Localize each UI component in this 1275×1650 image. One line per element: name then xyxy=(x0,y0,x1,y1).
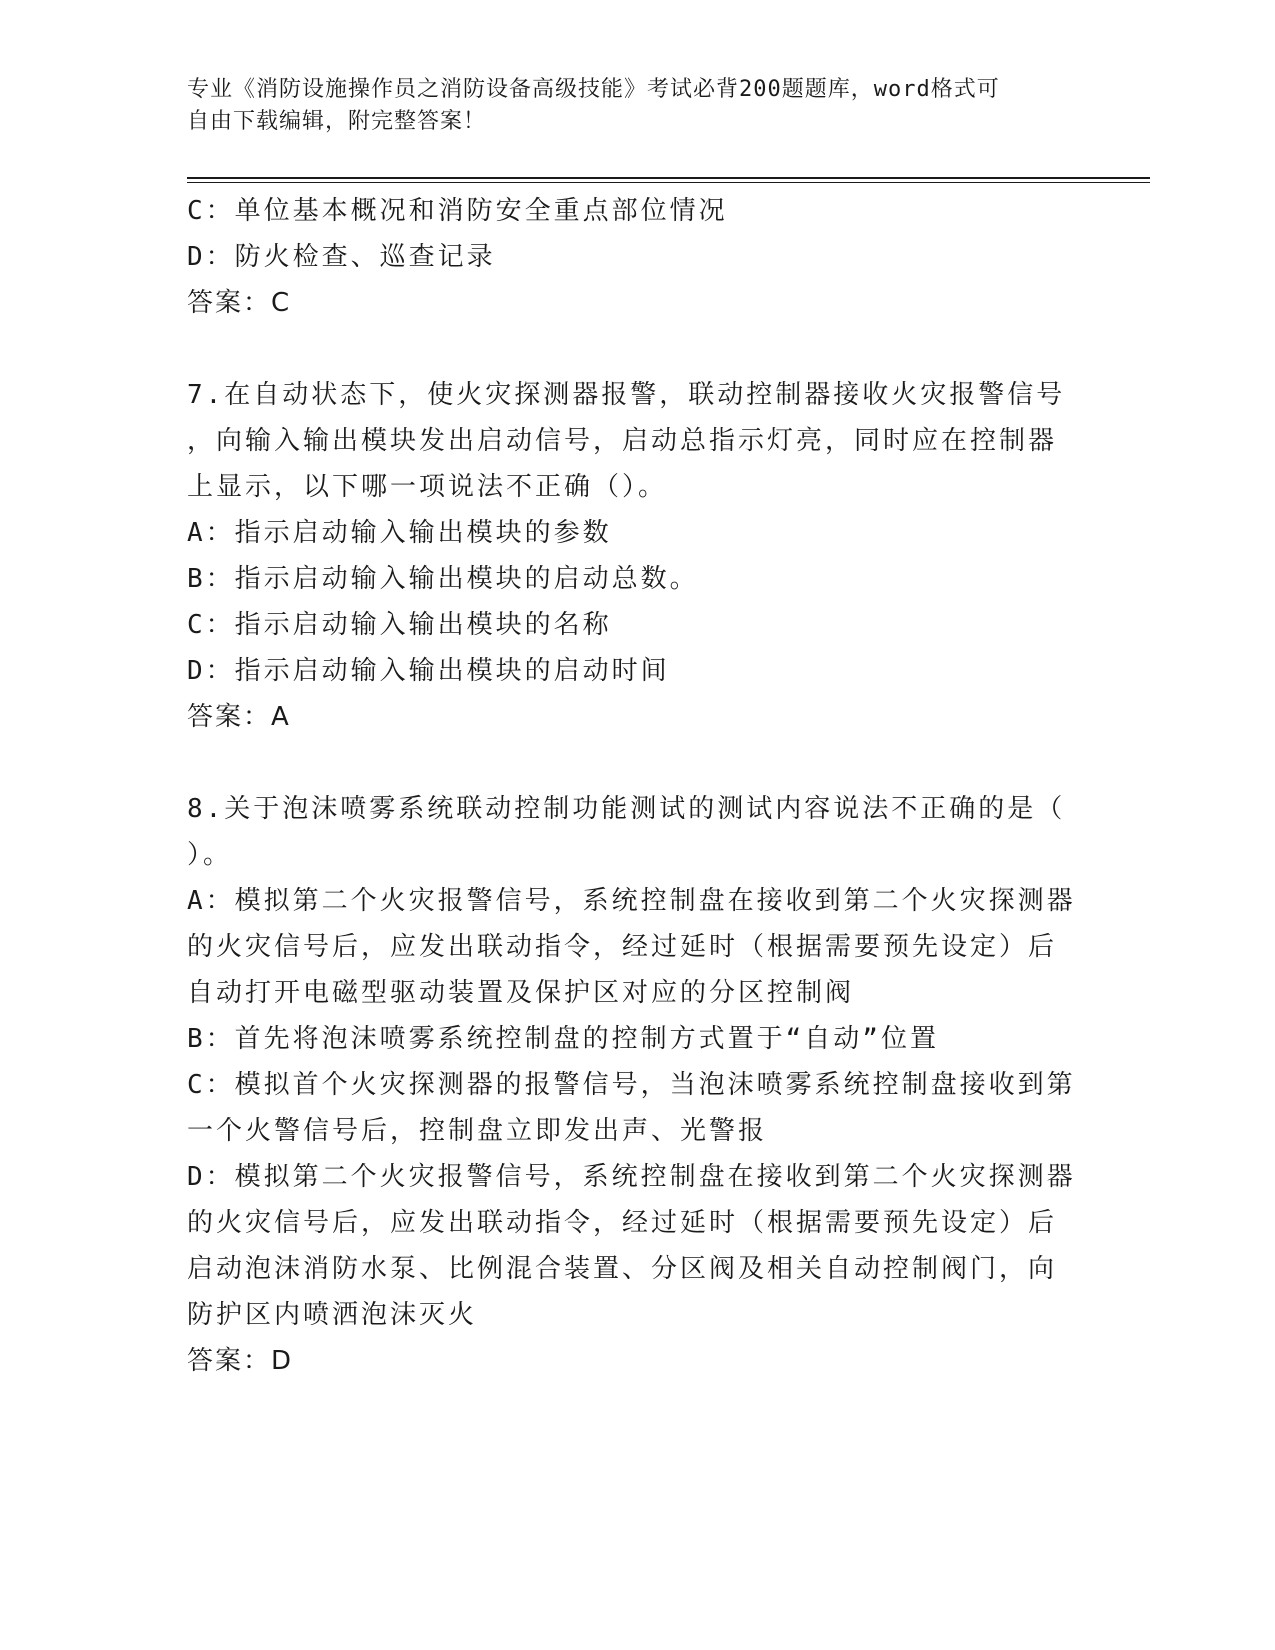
option-a: A：模拟第二个火灾报警信号，系统控制盘在接收到第二个火灾探测器 xyxy=(187,886,1076,916)
option-a: 自动打开电磁型驱动装置及保护区对应的分区控制阀 xyxy=(187,978,855,1008)
option-a: A：指示启动输入输出模块的参数 xyxy=(187,518,612,548)
question-8-block xyxy=(187,786,1087,1384)
spacer xyxy=(187,326,1087,372)
option-c: C：模拟首个火灾探测器的报警信号，当泡沫喷雾系统控制盘接收到第 xyxy=(187,1070,1076,1100)
document-body xyxy=(187,188,1087,1384)
question-stem: 7.在自动状态下，使火灾探测器报警，联动控制器接收火灾报警信号 xyxy=(187,380,1066,410)
option-a: 的火灾信号后，应发出联动指令，经过延时（根据需要预先设定）后 xyxy=(187,932,1058,962)
question-6-block xyxy=(187,188,1087,326)
document-header xyxy=(187,74,1087,138)
option-d: D：指示启动输入输出模块的启动时间 xyxy=(187,656,670,686)
option-d: 防护区内喷洒泡沫灭火 xyxy=(187,1300,478,1330)
question-stem: 8.关于泡沫喷雾系统联动控制功能测试的测试内容说法不正确的是（ xyxy=(187,794,1066,824)
answer-line: 答案：A xyxy=(187,702,291,732)
option-d: 的火灾信号后，应发出联动指令，经过延时（根据需要预先设定）后 xyxy=(187,1208,1058,1238)
option-d: 启动泡沫消防水泵、比例混合装置、分区阀及相关自动控制阀门，向 xyxy=(187,1254,1058,1284)
question-stem: ）。 xyxy=(187,840,233,870)
header-divider xyxy=(187,177,1150,179)
spacer xyxy=(187,740,1087,786)
question-stem: 上显示，以下哪一项说法不正确（）。 xyxy=(187,472,668,502)
option-b: B：指示启动输入输出模块的启动总数。 xyxy=(187,564,699,594)
answer-line: 答案：C xyxy=(187,288,292,318)
question-stem: ，向输入输出模块发出启动信号，启动总指示灯亮，同时应在控制器 xyxy=(187,426,1058,456)
option-d: D：防火检查、巡查记录 xyxy=(187,242,496,272)
option-c: 一个火警信号后，控制盘立即发出声、光警报 xyxy=(187,1116,768,1146)
question-7-block xyxy=(187,372,1087,740)
header-divider-thin xyxy=(187,182,1150,183)
option-c: C：单位基本概况和消防安全重点部位情况 xyxy=(187,196,728,226)
header-line: 自由下载编辑，附完整答案！ xyxy=(187,109,487,134)
option-d: D：模拟第二个火灾报警信号，系统控制盘在接收到第二个火灾探测器 xyxy=(187,1162,1076,1192)
option-c: C：指示启动输入输出模块的名称 xyxy=(187,610,612,640)
option-b: B：首先将泡沫喷雾系统控制盘的控制方式置于“自动”位置 xyxy=(187,1024,939,1054)
header-line: 专业《消防设施操作员之消防设备高级技能》考试必背200题题库，word格式可 xyxy=(187,77,1000,102)
answer-line: 答案：D xyxy=(187,1346,294,1376)
